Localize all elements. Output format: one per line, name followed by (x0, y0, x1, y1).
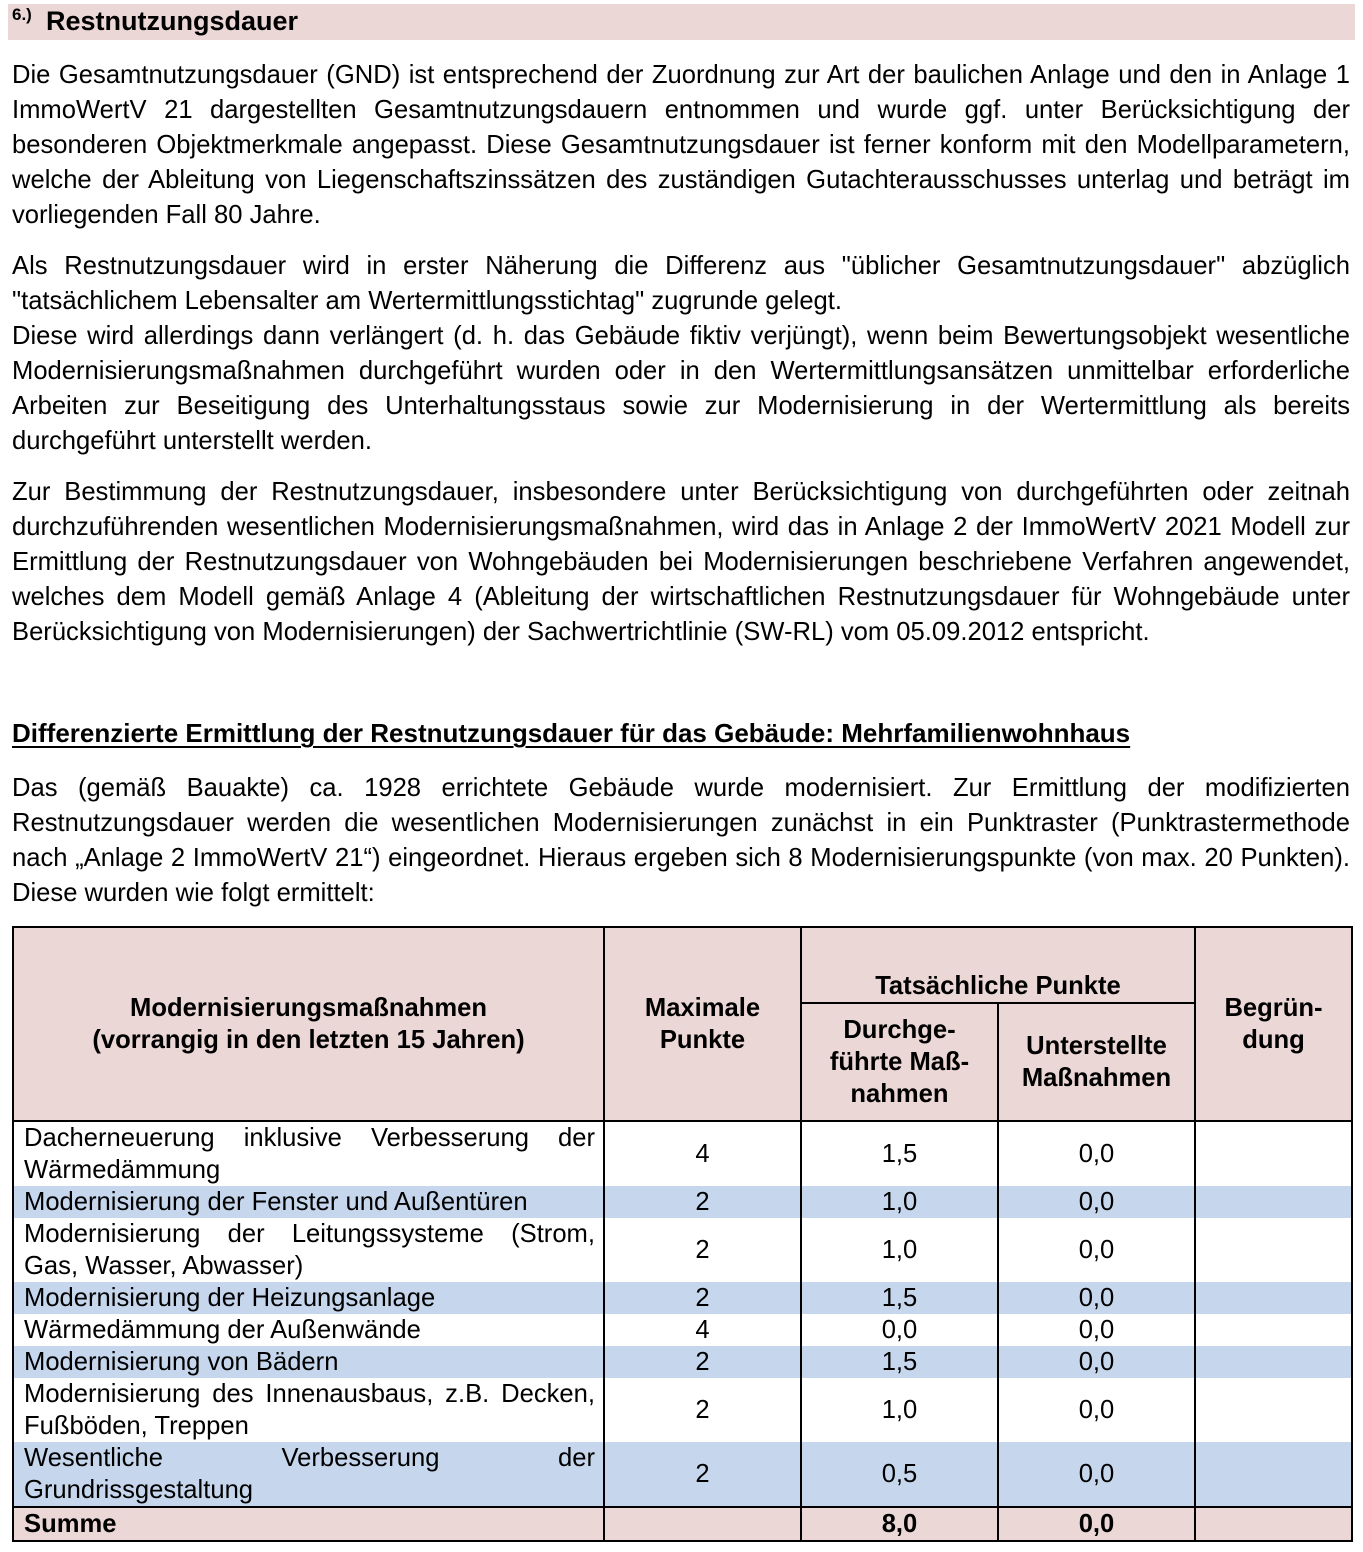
header-performed-measures: Durchge- führte Maß- nahmen (801, 1003, 998, 1121)
assumed-points-cell: 0,0 (998, 1282, 1195, 1314)
table-row (13, 1121, 1352, 1186)
assumed-points-cell: 0,0 (998, 1218, 1195, 1282)
sum-max-points (604, 1507, 801, 1541)
table-row (13, 1218, 1352, 1282)
sum-reason (1195, 1507, 1352, 1541)
performed-points-cell: 1,0 (801, 1378, 998, 1442)
assumed-points-cell: 0,0 (998, 1346, 1195, 1378)
reason-cell (1195, 1314, 1352, 1346)
performed-points-cell: 1,0 (801, 1186, 998, 1218)
assumed-points-cell: 0,0 (998, 1378, 1195, 1442)
measure-cell: Dacherneuerung inklusive Verbesserung der Wärmedämmung (13, 1121, 604, 1186)
measure-cell: Modernisierung der Leitungssysteme (Strom, Gas, Wasser, Abwasser) (13, 1218, 604, 1282)
performed-points-cell: 1,5 (801, 1346, 998, 1378)
max-points-cell: 2 (604, 1346, 801, 1378)
measure-cell: Wesentliche Verbesserung der Grundrissgestaltung (13, 1442, 604, 1507)
reason-cell (1195, 1218, 1352, 1282)
assumed-points-cell: 0,0 (998, 1314, 1195, 1346)
measure-cell: Modernisierung des Innenausbaus, z.B. Decken, Fußböden, Treppen (13, 1378, 604, 1442)
paragraph-remaining-useful-life: Als Restnutzungsdauer wird in erster Näherung die Differenz aus "üblicher Gesamtnutzungsdauer" abzüglich "tatsächlichem Lebensalter am Wertermittlungsstichtag" zugrunde gelegt. Diese wird allerdings dann verlängert (d. h. das Gebäude fiktiv verjüngt), wenn beim Bewertungsobjekt wesentliche Modernisierungsmaßnahmen durchgeführt wurden oder in den Wertermittlungsansätzen unmittelbar erforderliche Arbeiten zur Beseitigung des Unterhaltungsstaus sowie zur Modernisierung in der Wertermittlung als bereits durchgeführt unterstellt werden. (12, 252, 1350, 455)
header-actual-points: Tatsächliche Punkte (801, 927, 1195, 1003)
sum-performed-points: 8,0 (801, 1507, 998, 1541)
assumed-points-cell: 0,0 (998, 1186, 1195, 1218)
header-reason: Begrün- dung (1195, 927, 1352, 1121)
performed-points-cell: 1,5 (801, 1282, 998, 1314)
performed-points-cell: 0,0 (801, 1314, 998, 1346)
measure-cell: Modernisierung von Bädern (13, 1346, 604, 1378)
measure-cell: Modernisierung der Heizungsanlage (13, 1282, 604, 1314)
section-header (8, 4, 1355, 40)
assumed-points-cell: 0,0 (998, 1121, 1195, 1186)
table-row (13, 1442, 1352, 1507)
sum-assumed-points: 0,0 (998, 1507, 1195, 1541)
header-max-points: Maximale Punkte (604, 927, 801, 1121)
performed-points-cell: 1,0 (801, 1218, 998, 1282)
sum-row (13, 1507, 1352, 1541)
paragraph-determination-method: Zur Bestimmung der Restnutzungsdauer, insbesondere unter Berücksichtigung von durchgeführten oder zeitnah durchzuführenden wesentlichen Modernisierungsmaßnahmen, wird das in Anlage 2 der ImmoWertV 2021 Modell zur Ermittlung der Restnutzungsdauer von Wohngebäuden bei Modernisierungen beschriebene Verfahren angewendet, welches dem Modell gemäß Anlage 4 (Ableitung der wirtschaftlichen Restnutzungsdauer für Wohngebäude unter Berücksichtigung von Modernisierungen) der Sachwertrichtlinie (SW-RL) vom 05.09.2012 entspricht. (12, 478, 1350, 646)
table-row (13, 1378, 1352, 1442)
table-row (13, 1282, 1352, 1314)
max-points-cell: 2 (604, 1218, 801, 1282)
reason-cell (1195, 1442, 1352, 1507)
section-title: Restnutzungsdauer (46, 6, 299, 36)
paragraph-total-useful-life: Die Gesamtnutzungsdauer (GND) ist entsprechend der Zuordnung zur Art der baulichen Anlage und den in Anlage 1 ImmoWertV 21 dargestellten Gesamtnutzungsdauern entnommen und wurde ggf. unter Berücksichtigung der besonderen Objektmerkmale angepasst. Diese Gesamtnutzungsdauer ist ferner konform mit den Modellparametern, welche der Ableitung von Liegenschaftszinssätzen des zuständigen Gutachterausschusses unterlag und beträgt im vorliegenden Fall 80 Jahre. (12, 61, 1350, 229)
table-row (13, 1314, 1352, 1346)
modernisation-points-table (12, 926, 1353, 1542)
subheading-differentiated-determination: Differenzierte Ermittlung der Restnutzungsdauer für das Gebäude: Mehrfamilienwohnhaus (12, 718, 1131, 748)
paragraph-building-modernisation: Das (gemäß Bauakte) ca. 1928 errichtete Gebäude wurde modernisiert. Zur Ermittlung der modifizierten Restnutzungsdauer werden die wesentlichen Modernisierungen zunächst in ein Punktraster (Punktrastermethode nach „Anlage 2 ImmoWertV 21“) eingeordnet. Hieraus ergeben sich 8 Modernisierungspunkte (von max. 20 Punkten). Diese wurden wie folgt ermittelt: (12, 774, 1350, 907)
max-points-cell: 4 (604, 1314, 801, 1346)
sum-label: Summe (13, 1507, 604, 1541)
max-points-cell: 2 (604, 1442, 801, 1507)
reason-cell (1195, 1346, 1352, 1378)
table-row (13, 1346, 1352, 1378)
reason-cell (1195, 1282, 1352, 1314)
measure-cell: Wärmedämmung der Außenwände (13, 1314, 604, 1346)
max-points-cell: 2 (604, 1282, 801, 1314)
section-number: 6.) (12, 5, 32, 24)
performed-points-cell: 0,5 (801, 1442, 998, 1507)
reason-cell (1195, 1186, 1352, 1218)
table-row (13, 1186, 1352, 1218)
header-measures: Modernisierungsmaßnahmen (vorrangig in den letzten 15 Jahren) (13, 927, 604, 1121)
max-points-cell: 2 (604, 1378, 801, 1442)
reason-cell (1195, 1378, 1352, 1442)
reason-cell (1195, 1121, 1352, 1186)
assumed-points-cell: 0,0 (998, 1442, 1195, 1507)
max-points-cell: 2 (604, 1186, 801, 1218)
performed-points-cell: 1,5 (801, 1121, 998, 1186)
measure-cell: Modernisierung der Fenster und Außentüren (13, 1186, 604, 1218)
max-points-cell: 4 (604, 1121, 801, 1186)
header-assumed-measures: Unterstellte Maßnahmen (998, 1003, 1195, 1121)
